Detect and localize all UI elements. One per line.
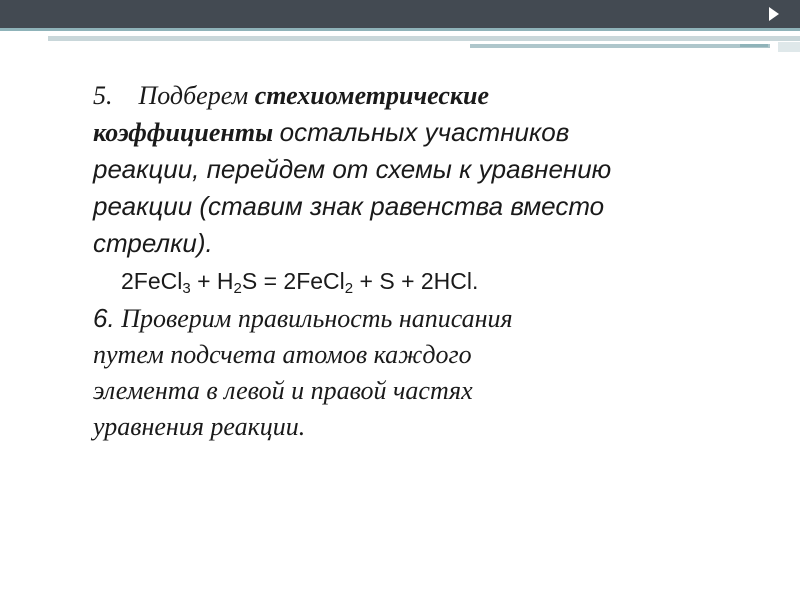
decor-bar-long [48,36,800,41]
step6-text: путем подсчета атомов каждого [93,340,472,369]
decor-bar-mini [740,44,768,47]
step5-number: 5. [93,81,113,110]
eq-part: S = 2FeCl [241,268,345,294]
step5-bold-term2: коэффициенты [93,118,274,147]
step5-text: реакции, перейдем от схемы к уравнению [93,154,612,184]
step5-text: реакции (ставим знак равенства вместо [93,191,605,221]
eq-subscript: 3 [182,280,191,297]
decor-bar-end [778,42,800,52]
eq-part: + S + 2HCl. [353,268,479,294]
eq-subscript: 2 [344,280,354,297]
accent-line [0,28,800,31]
reaction-equation [121,264,733,298]
step5-paragraph [93,78,733,262]
slide-body [93,78,733,445]
step5-lead: Подберем [138,81,249,110]
eq-part: 2FeCl [121,268,183,294]
step6-text: Проверим правильность написания [121,304,513,333]
step5-text: стрелки). [93,228,213,258]
step6-text: элемента в левой и правой частях [93,376,473,405]
step6-paragraph [93,300,733,445]
eq-part: + H [190,268,234,294]
top-decor-band [0,0,800,28]
eq-subscript: 2 [233,280,242,297]
step6-text: уравнения реакции. [93,412,306,441]
step5-text: остальных участников [279,117,570,147]
step6-number: 6. [93,303,115,333]
step5-bold-term: стехиометрические [254,81,490,110]
decor-bar-short [470,44,770,48]
play-triangle-icon [769,7,779,21]
